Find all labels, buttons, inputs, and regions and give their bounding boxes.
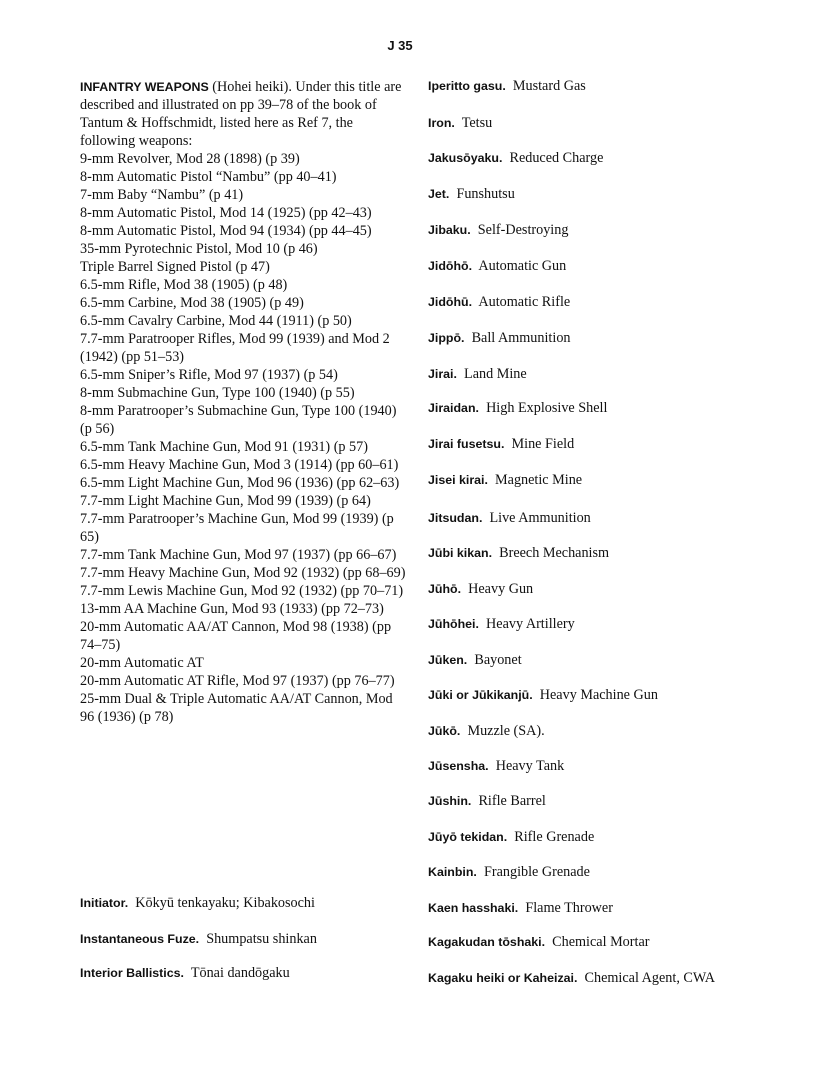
- weapon-item: 7-mm Baby “Nambu” (p 41): [80, 187, 244, 203]
- entry-term: Jūshin.: [428, 794, 472, 808]
- weapon-item: 8-mm Submachine Gun, Type 100 (1940) (p 55): [80, 385, 355, 401]
- weapon-item: 25-mm Dual & Triple Automatic AA/AT Cannon, Mod 96 (1936) (p 78): [80, 691, 393, 725]
- entry-term: Initiator.: [80, 896, 129, 910]
- entry-term: Jakusōyaku.: [428, 151, 503, 165]
- entry-definition: Mustard Gas: [512, 78, 586, 94]
- entry-definition: Shumpatsu shinkan: [206, 931, 317, 947]
- entry-definition: Tōnai dandōgaku: [190, 965, 290, 981]
- glossary-entry: [428, 150, 603, 167]
- entry-definition: Automatic Rifle: [478, 294, 571, 310]
- entry-term: Kaen hasshaki.: [428, 901, 519, 915]
- entry-definition: Heavy Tank: [495, 758, 565, 774]
- entry-definition: Breech Mechanism: [499, 545, 610, 561]
- glossary-entry: [428, 829, 594, 846]
- glossary-entry: [428, 616, 575, 633]
- entry-term: Jūkō.: [428, 724, 461, 738]
- glossary-entry-interior-ballistics: [80, 965, 410, 982]
- glossary-entry: [428, 115, 492, 132]
- entry-term: INFANTRY WEAPONS: [80, 80, 209, 94]
- weapon-item: 6.5-mm Cavalry Carbine, Mod 44 (1911) (p 50): [80, 313, 352, 329]
- weapon-item: 6.5-mm Tank Machine Gun, Mod 91 (1931) (p 57): [80, 439, 368, 455]
- glossary-entry: [428, 723, 545, 740]
- glossary-entry: [428, 652, 522, 669]
- weapon-item: 8-mm Automatic Pistol “Nambu” (pp 40–41): [80, 169, 337, 185]
- weapon-item: 8-mm Automatic Pistol, Mod 14 (1925) (pp 42–43): [80, 205, 372, 221]
- entry-term: Kainbin.: [428, 865, 477, 879]
- glossary-entry: [428, 970, 715, 987]
- weapon-item: 8-mm Automatic Pistol, Mod 94 (1934) (pp 44–45): [80, 223, 372, 239]
- entry-term: Jūsensha.: [428, 759, 489, 773]
- page-number: J 35: [387, 38, 413, 53]
- infantry-weapons-entry: [80, 78, 410, 150]
- glossary-entry: [428, 366, 527, 383]
- glossary-entry: [428, 330, 571, 347]
- glossary-entry: [428, 758, 564, 775]
- glossary-entry: [428, 222, 568, 239]
- entry-definition: Rifle Grenade: [514, 829, 595, 845]
- glossary-entry: [428, 581, 533, 598]
- entry-term: Jitsudan.: [428, 511, 483, 525]
- entry-term: Jūki or Jūkikanjū.: [428, 688, 533, 702]
- weapon-item: 35-mm Pyrotechnic Pistol, Mod 10 (p 46): [80, 241, 318, 257]
- entry-definition: Live Ammunition: [489, 510, 591, 526]
- glossary-entry: [428, 864, 590, 881]
- entry-term: Jūhō.: [428, 582, 462, 596]
- entry-term: Jippō.: [428, 331, 465, 345]
- glossary-entry-initiator: [80, 895, 410, 912]
- entry-term: Kagaku heiki or Kaheizai.: [428, 971, 578, 985]
- glossary-entry: [428, 258, 566, 275]
- glossary-entry: [428, 400, 607, 417]
- glossary-entry-instantaneous-fuze: [80, 931, 410, 948]
- weapon-item: 7.7-mm Light Machine Gun, Mod 99 (1939) (p 64): [80, 493, 371, 509]
- entry-definition: Reduced Charge: [509, 150, 604, 166]
- entry-term: Jūbi kikan.: [428, 546, 493, 560]
- glossary-entry: [428, 900, 613, 917]
- weapon-item: 20-mm Automatic AT: [80, 655, 204, 671]
- weapon-item: 6.5-mm Light Machine Gun, Mod 96 (1936) (pp 62–63): [80, 475, 400, 491]
- left-column: [80, 78, 410, 726]
- weapon-item: 7.7-mm Tank Machine Gun, Mod 97 (1937) (pp 66–67): [80, 547, 397, 563]
- weapon-item: 9-mm Revolver, Mod 28 (1898) (p 39): [80, 151, 300, 167]
- glossary-entry: [428, 472, 582, 489]
- glossary-entry: [428, 510, 591, 527]
- weapon-item: 20-mm Automatic AA/AT Cannon, Mod 98 (1938) (pp 74–75): [80, 619, 392, 653]
- entry-definition: Magnetic Mine: [495, 472, 583, 488]
- entry-term: Jirai.: [428, 367, 457, 381]
- glossary-entry: [428, 687, 658, 704]
- entry-term: Jidōhō.: [428, 259, 473, 273]
- glossary-entry: [428, 545, 609, 562]
- weapon-item: 6.5-mm Carbine, Mod 38 (1905) (p 49): [80, 295, 304, 311]
- weapon-item: 6.5-mm Heavy Machine Gun, Mod 3 (1914) (pp 60–61): [80, 457, 399, 473]
- entry-term: Jidōhū.: [428, 295, 473, 309]
- weapon-item: 7.7-mm Heavy Machine Gun, Mod 92 (1932) (pp 68–69): [80, 565, 406, 581]
- weapon-item: 7.7-mm Paratrooper Rifles, Mod 99 (1939) and Mod 2 (1942) (pp 51–53): [80, 331, 390, 365]
- entry-term: Jisei kirai.: [428, 473, 488, 487]
- entry-term: Instantaneous Fuze.: [80, 932, 200, 946]
- entry-term: Jūken.: [428, 653, 468, 667]
- glossary-entry: [428, 294, 570, 311]
- glossary-entry: [428, 436, 574, 453]
- entry-definition: Ball Ammunition: [471, 330, 571, 346]
- entry-term: Jibaku.: [428, 223, 471, 237]
- entry-definition: Bayonet: [474, 652, 522, 668]
- entry-definition: Funshutsu: [456, 186, 515, 202]
- entry-definition: Heavy Machine Gun: [539, 687, 658, 703]
- entry-definition: Chemical Agent, CWA: [584, 970, 715, 986]
- weapons-list: [80, 150, 410, 726]
- entry-term: Iperitto gasu.: [428, 79, 506, 93]
- weapon-item: 7.7-mm Lewis Machine Gun, Mod 92 (1932) (pp 70–71): [80, 583, 404, 599]
- entry-definition: Self-Destroying: [477, 222, 569, 238]
- glossary-entry: [428, 78, 586, 95]
- entry-definition: (Hohei heiki). Under this title are described and illustrated on pp 39–78 of the book of Tantum & Hoffschmidt, listed here as Ref 7, the following weapons:: [80, 79, 402, 149]
- entry-definition: Frangible Grenade: [483, 864, 590, 880]
- entry-term: Interior Ballistics.: [80, 966, 184, 980]
- entry-term: Jiraidan.: [428, 401, 479, 415]
- entry-definition: Heavy Gun: [468, 581, 534, 597]
- weapon-item: 20-mm Automatic AT Rifle, Mod 97 (1937) (pp 76–77): [80, 673, 395, 689]
- entry-term: Jet.: [428, 187, 450, 201]
- entry-definition: Land Mine: [464, 366, 527, 382]
- entry-definition: High Explosive Shell: [486, 400, 608, 416]
- entry-term: Jirai fusetsu.: [428, 437, 505, 451]
- entry-definition: Mine Field: [511, 436, 575, 452]
- entry-definition: Heavy Artillery: [486, 616, 575, 632]
- weapon-item: 8-mm Paratrooper’s Submachine Gun, Type 100 (1940) (p 56): [80, 403, 397, 437]
- weapon-item: 13-mm AA Machine Gun, Mod 93 (1933) (pp 72–73): [80, 601, 384, 617]
- entry-term: Kagakudan tōshaki.: [428, 935, 546, 949]
- entry-definition: Kōkyū tenkayaku; Kibakosochi: [135, 895, 315, 911]
- entry-term: Jūyō tekidan.: [428, 830, 508, 844]
- entry-definition: Flame Thrower: [525, 900, 613, 916]
- entry-definition: Tetsu: [461, 115, 493, 131]
- glossary-entry: [428, 186, 515, 203]
- glossary-entry: [428, 934, 649, 951]
- weapon-item: 7.7-mm Paratrooper’s Machine Gun, Mod 99 (1939) (p 65): [80, 511, 394, 545]
- weapon-item: 6.5-mm Sniper’s Rifle, Mod 97 (1937) (p 54): [80, 367, 338, 383]
- entry-definition: Automatic Gun: [478, 258, 567, 274]
- glossary-entry: [428, 793, 546, 810]
- weapon-item: Triple Barrel Signed Pistol (p 47): [80, 259, 270, 275]
- entry-definition: Chemical Mortar: [552, 934, 650, 950]
- entry-definition: Muzzle (SA).: [467, 723, 545, 739]
- weapon-item: 6.5-mm Rifle, Mod 38 (1905) (p 48): [80, 277, 288, 293]
- entry-term: Iron.: [428, 116, 455, 130]
- entry-term: Jūhōhei.: [428, 617, 479, 631]
- entry-definition: Rifle Barrel: [478, 793, 546, 809]
